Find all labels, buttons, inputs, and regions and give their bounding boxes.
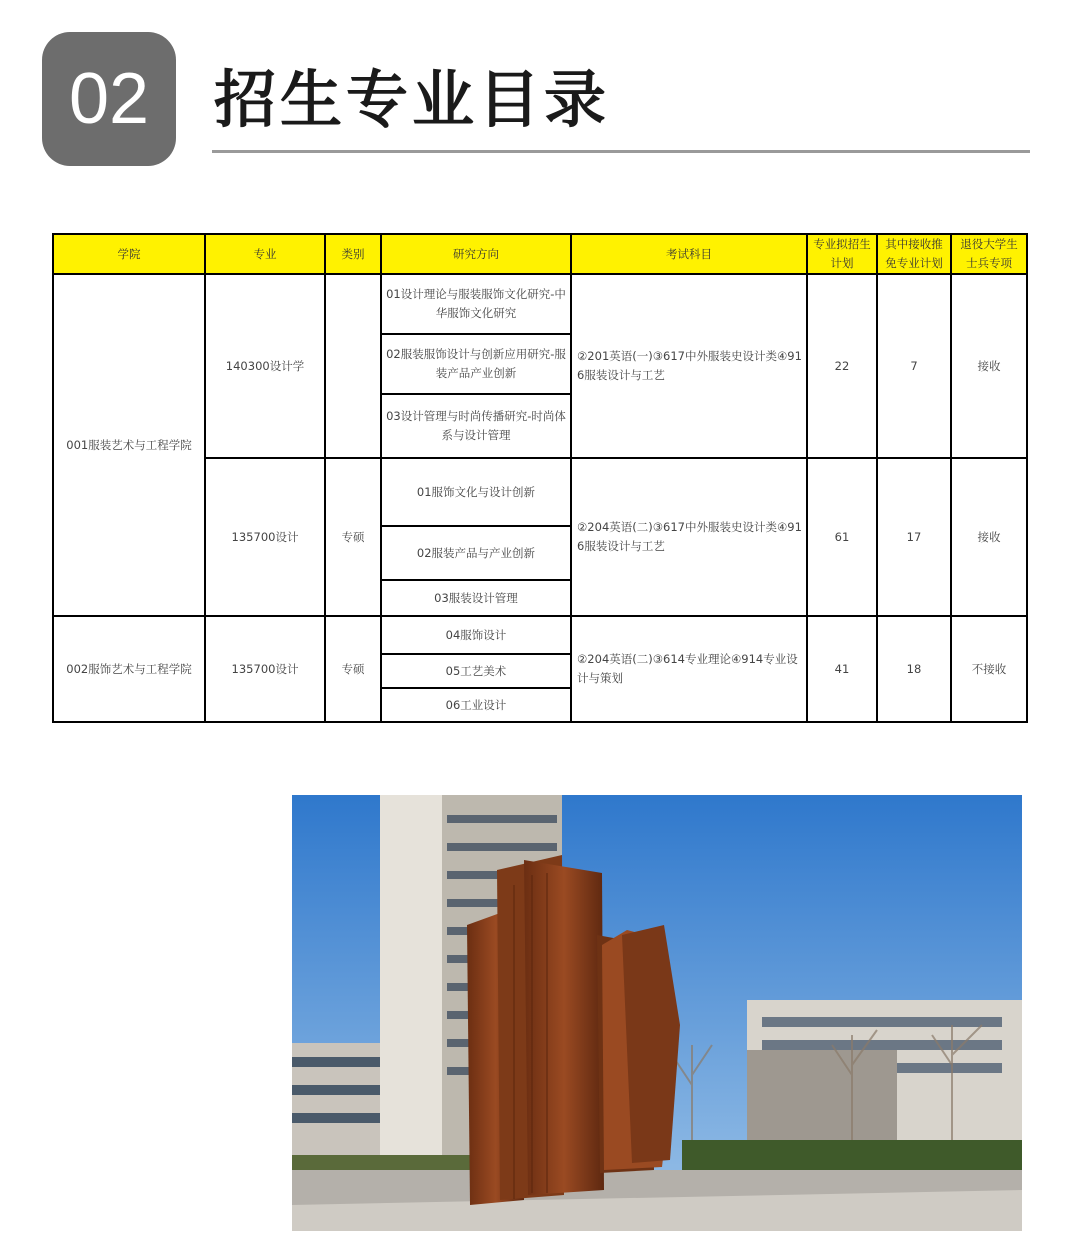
plan-cell: 41 — [807, 616, 877, 722]
recommend-cell: 18 — [877, 616, 951, 722]
veteran-cell: 不接收 — [951, 616, 1027, 722]
header-college: 学院 — [53, 234, 205, 274]
header-direction: 研究方向 — [381, 234, 571, 274]
college-cell: 002服饰艺术与工程学院 — [53, 616, 205, 722]
table-header-row — [53, 234, 1027, 274]
campus-sculpture-photo — [292, 795, 1022, 1231]
plan-cell: 61 — [807, 458, 877, 616]
exam-cell: ②201英语(一)③617中外服装史设计类④916服装设计与工艺 — [571, 274, 807, 458]
major-cell: 135700设计 — [205, 458, 325, 616]
plan-cell: 22 — [807, 274, 877, 458]
type-cell: 专硕 — [325, 616, 381, 722]
admissions-catalog-table — [52, 233, 1028, 723]
direction-cell: 02服装服饰设计与创新应用研究-服装产品产业创新 — [381, 334, 571, 394]
table-row — [53, 274, 1027, 334]
header-type: 类别 — [325, 234, 381, 274]
direction-cell: 04服饰设计 — [381, 616, 571, 654]
major-cell: 135700设计 — [205, 616, 325, 722]
header-plan: 专业拟招生计划 — [807, 234, 877, 274]
direction-cell: 05工艺美术 — [381, 654, 571, 688]
direction-cell: 01服饰文化与设计创新 — [381, 458, 571, 526]
title-divider — [212, 150, 1030, 153]
veteran-cell: 接收 — [951, 274, 1027, 458]
direction-cell: 03服装设计管理 — [381, 580, 571, 616]
header-major: 专业 — [205, 234, 325, 274]
table-row — [53, 616, 1027, 654]
exam-cell: ②204英语(二)③617中外服装史设计类④916服装设计与工艺 — [571, 458, 807, 616]
college-cell: 001服装艺术与工程学院 — [53, 274, 205, 616]
direction-cell: 01设计理论与服装服饰文化研究-中华服饰文化研究 — [381, 274, 571, 334]
header-veteran: 退役大学生士兵专项 — [951, 234, 1027, 274]
type-cell — [325, 274, 381, 458]
direction-cell: 03设计管理与时尚传播研究-时尚体系与设计管理 — [381, 394, 571, 458]
page-title: 招生专业目录 — [214, 63, 611, 136]
direction-cell: 06工业设计 — [381, 688, 571, 722]
exam-cell: ②204英语(二)③614专业理论④914专业设计与策划 — [571, 616, 807, 722]
direction-cell: 02服装产品与产业创新 — [381, 526, 571, 580]
type-cell: 专硕 — [325, 458, 381, 616]
header-exam: 考试科目 — [571, 234, 807, 274]
recommend-cell: 7 — [877, 274, 951, 458]
section-number-badge: 02 — [42, 32, 176, 166]
major-cell: 140300设计学 — [205, 274, 325, 458]
header-recommend: 其中接收推免专业计划 — [877, 234, 951, 274]
recommend-cell: 17 — [877, 458, 951, 616]
veteran-cell: 接收 — [951, 458, 1027, 616]
